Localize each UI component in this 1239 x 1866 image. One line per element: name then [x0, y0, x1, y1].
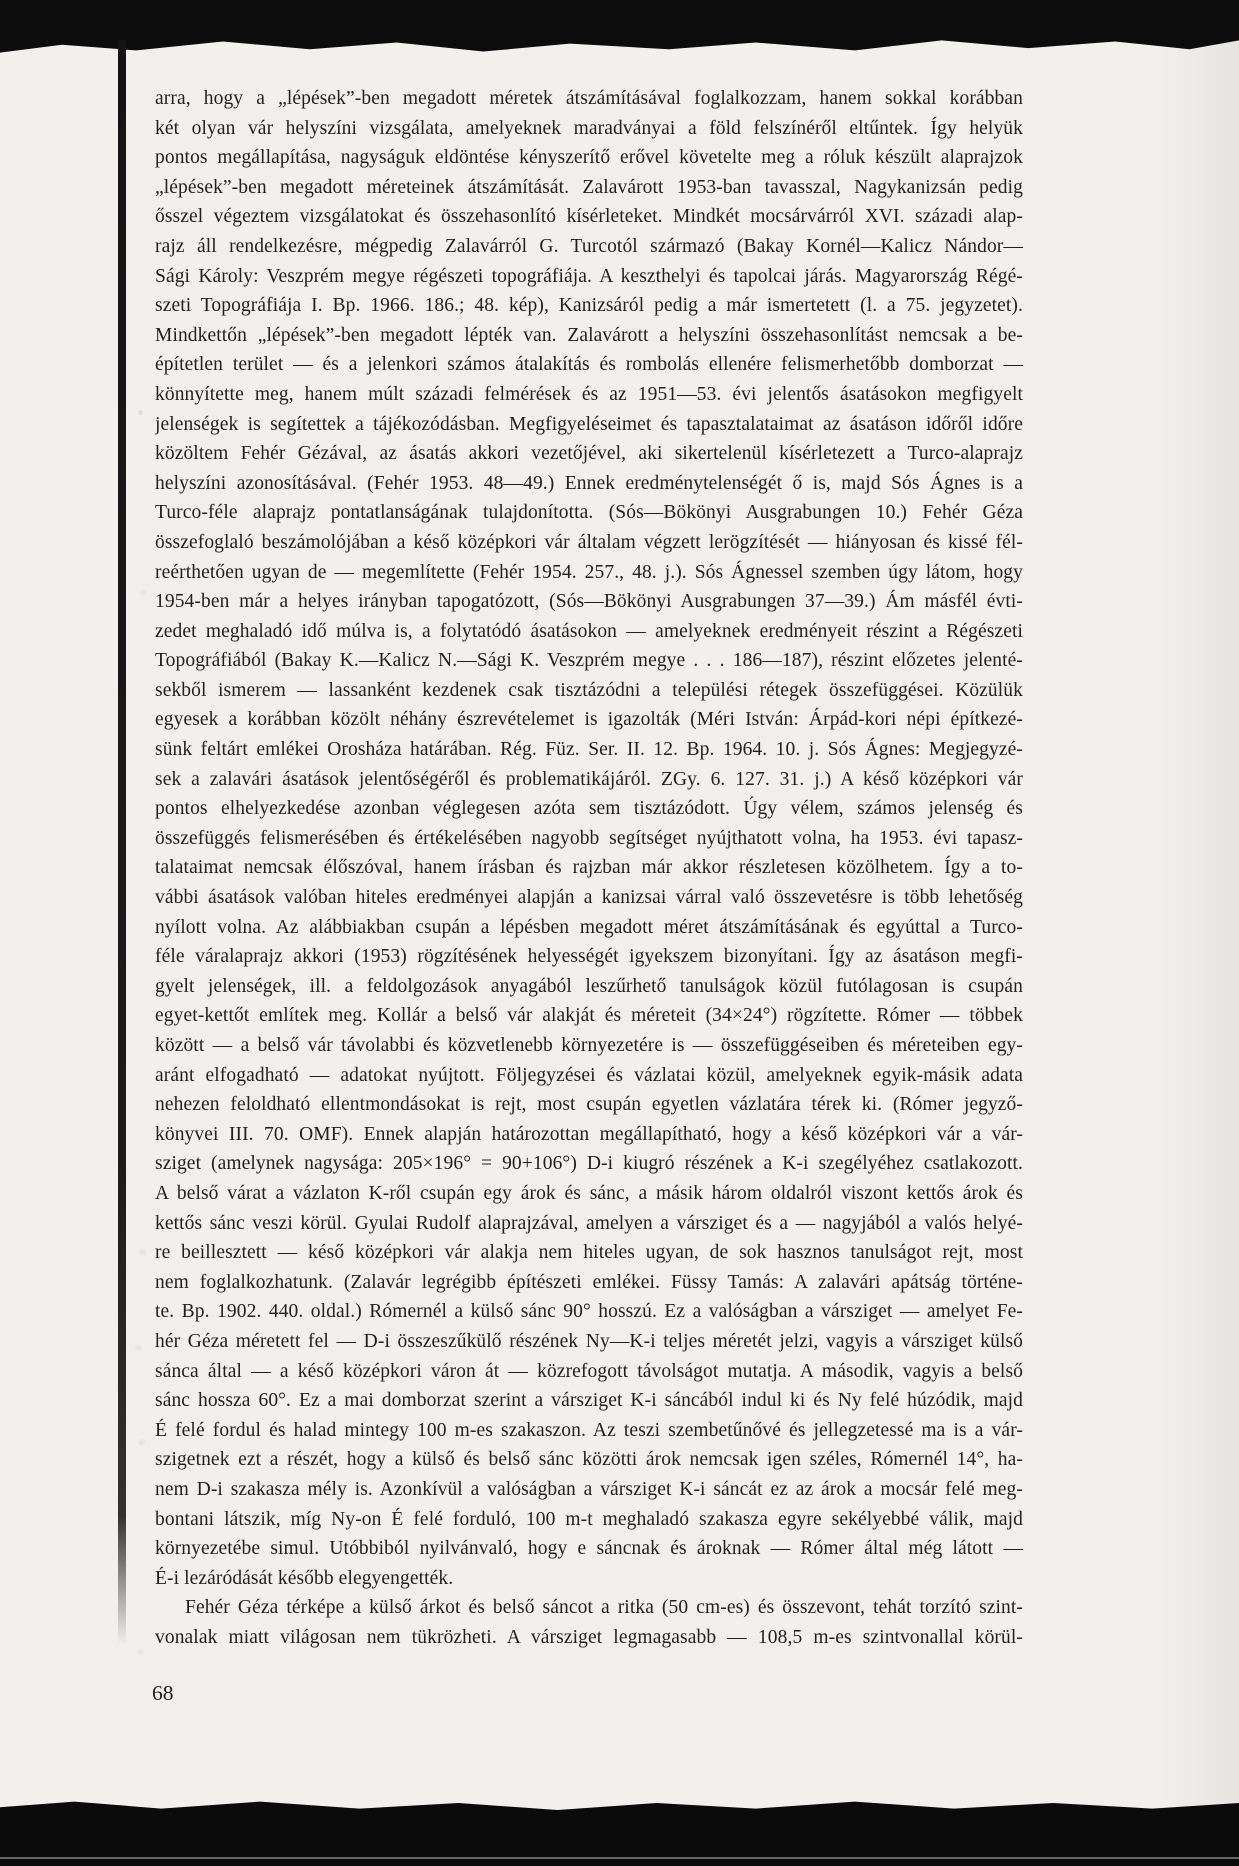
text-line: helyszíni azonosításával. (Fehér 1953. 48—49.) Ennek eredménytelenségét ő is, majd Sós Ágnes is a	[155, 472, 1023, 494]
text-line: sánca által — a késő középkori váron át — közrefogott távolságot mutatja. A második, vagyis a belső	[155, 1360, 1023, 1382]
text-line: összefoglaló beszámolójában a késő középkori vár általam végzett lerögzítését — hiányosan és kissé fél-	[155, 531, 1023, 553]
text-line: vonalak miatt világosan nem tükrözheti. A vársziget legmagasabb — 108,5 m-es szintvonallal körül-	[155, 1626, 1023, 1648]
text-line: pontos elhelyezkedése azonban véglegesen azóta sem tisztázódott. Úgy vélem, számos jelenség és	[155, 798, 1023, 820]
text-line: jelenségek is segítettek a tájékozódásban. Megfigyeléseimet és tapasztalataimat az ásatáson időről időre	[155, 413, 1023, 435]
text-line: Fehér Géza térképe a külső árkot és belső sáncot a ritka (50 cm-es) és összevont, tehát torzító szint-	[185, 1597, 1023, 1619]
text-line: szigetnek ezt a részét, hogy a külső és belső sánc közötti árok nemcsak igen széles, Rómernél 14°, ha-	[155, 1449, 1023, 1471]
text-line: kettős sánc veszi körül. Gyulai Rudolf alaprajzával, amelyen a vársziget és a — nagyjából a valós helyé-	[155, 1212, 1023, 1234]
text-line: ősszel végeztem vizsgálatokat és összehasonlító kísérleteket. Mindkét mocsárvárról XVI. századi alap-	[155, 206, 1023, 228]
text-line: Turco-féle alaprajz pontatlanságának tulajdonította. (Sós—Bökönyi Ausgrabungen 10.) Fehér Géza	[155, 502, 1023, 524]
text-line: vábbi ásatások valóban hiteles eredményei alapján a kanizsai várral való összevetésre is több lehetőség	[155, 887, 1023, 909]
text-line: között — a belső vár távolabbi és közvetlenebb környezetére is — összefüggéseiben és méreteiben egy-	[155, 1035, 1023, 1056]
text-line: gyelt jelenségek, ill. a feldolgozások anyagából leszűrhető tanulságok közül futólagosan is csupán	[155, 975, 1023, 997]
text-line: É-i lezáródását később elegyengették.	[155, 1567, 454, 1589]
text-line: könyvei III. 70. OMF). Ennek alapján határozottan megállapítható, hogy a késő középkori vár a vár-	[155, 1123, 1023, 1145]
text-line: zedet meghaladó idő múlva is, a folytatódó ásatásokon — amelyeknek eredményeit részint a Régészeti	[155, 620, 1023, 642]
text-line: egyesek a korábban közölt néhány észrevételemet is igazolták (Méri István: Árpád-kori népi építkezé-	[155, 709, 1023, 731]
text-line: rajz áll rendelkezésre, mégpedig Zalavárról G. Turcotól származó (Bakay Kornél—Kalicz Nándor—	[155, 235, 1023, 257]
text-line: talataimat nemcsak élőszóval, hanem írásban és rajzban már akkor részletesen közölhetem. Így a to-	[155, 857, 1023, 879]
text-line: sünk feltárt emlékei Orosháza határában. Rég. Füz. Ser. II. 12. Bp. 1964. 10. j. Sós Ágnes: Megjegyzé-	[155, 739, 1023, 761]
text-line: sekből ismerem — lassanként kezdenek csak tisztázódni a települési rétegek összefüggései. Közülük	[155, 679, 1023, 701]
scan-artifact-left-gutter-line	[118, 40, 126, 1645]
text-line: két olyan vár helyszíni vizsgálata, amelyeknek maradványai a föld felszínéről eltűntek. Így helyük	[155, 117, 1023, 139]
text-line: szeti Topográfiája I. Bp. 1966. 186.; 48. kép), Kanizsáról pedig a már ismertetett (l. a 75. jegyzetet).	[155, 295, 1023, 317]
text-line: pontos megállapítása, nagyságuk eldöntése kényszerítő erővel követelte meg a róluk készült alaprajzok	[155, 147, 1023, 169]
scan-artifact-top-bar	[0, 0, 1239, 56]
text-line: arra, hogy a „lépések”-ben megadott méretek átszámításával foglalkozzam, hanem sokkal korábban	[155, 88, 1023, 109]
text-line: re beillesztett — késő középkori vár alakja nem hiteles ugyan, de sok hasznos tanulságot rejt, most	[155, 1242, 1023, 1264]
text-line: összefüggés felismerésében és értékelésében nagyobb segítséget nyújthatott volna, ha 1953. évi tapasz-	[155, 827, 1023, 849]
text-line: Topográfiából (Bakay K.—Kalicz N.—Sági K. Veszprém megye . . . 186—187), részint előzetes jelenté-	[155, 650, 1023, 672]
text-line: hér Géza méretett fel — D-i összeszűkülő részének Ny—K-i teljes méretét jelzi, vagyis a vársziget külső	[155, 1330, 1023, 1352]
text-line: nehezen feloldható ellentmondásokat is rejt, most csupán egyetlen vázlatára térek ki. (Rómer jegyző-	[155, 1094, 1023, 1116]
text-line: A belső várat a vázlaton K-ről csupán egy árok és sánc, a másik három oldalról viszont kettős árok és	[155, 1182, 1023, 1204]
text-line: építetlen terület — és a jelenkori számos átalakítás és rombolás ellenére felismerhetőbb domborzat —	[155, 354, 1023, 376]
text-line: nem foglalkozhatunk. (Zalavár legrégibb építészeti emlékei. Füssy Tamás: A zalavári apátság történe-	[155, 1271, 1023, 1293]
text-line: sziget (amelynek nagysága: 205×196° = 90+106°) D-i kiugró részének a K-i szegélyéhez csatlakozott.	[155, 1153, 1023, 1175]
text-line: közöltem Fehér Gézával, az ásatás akkori vezetőjével, aki sikertelenül kísérletezett a Turco-alaprajz	[155, 443, 1023, 465]
text-line: te. Bp. 1902. 440. oldal.) Rómernél a külső sánc 90° hosszú. Ez a valóságban a vársziget — amelyet Fe-	[155, 1301, 1023, 1323]
body-text	[155, 84, 1023, 1652]
scan-shading-right	[1159, 0, 1239, 1866]
text-line: „lépések”-ben megadott méreteinek átszámítását. Zalavárott 1953-ban tavasszal, Nagykanizsán pedig	[155, 176, 1023, 198]
text-line: egyet-kettőt említek meg. Kollár a belső vár alakját és méreteit (34×24°) rögzítette. Rómer — többek	[155, 1005, 1023, 1027]
text-line: 1954-ben már a helyes irányban tapogatózott, (Sós—Bökönyi Ausgrabungen 37—39.) Ám másfél évti-	[155, 591, 1023, 613]
scan-artifact-bottom-bar	[0, 1796, 1239, 1866]
text-line: sánc hossza 60°. Ez a mai domborzat szerint a vársziget K-i sáncából indul ki és Ny felé húzódik, majd	[155, 1390, 1023, 1412]
text-line: Mindkettőn „lépések”-ben megadott lépték van. Zalavárott a helyszíni összehasonlítást nemcsak a be-	[155, 324, 1023, 346]
text-line: bontani látszik, míg Ny-on É felé forduló, 100 m-t meghaladó szakasza egyre sekélyebbé válik, majd	[155, 1508, 1023, 1530]
text-line: É felé fordul és halad mintegy 100 m-es szakaszon. Az teszi szembetűnővé és jellegzetessé ma is a vár-	[155, 1419, 1023, 1441]
text-line: sek a zalavári ásatások jelentőségéről és problematikájáról. ZGy. 6. 127. 31. j.) A késő középkori vár	[155, 768, 1023, 790]
text-line: Sági Károly: Veszprém megye régészeti topográfiája. A keszthelyi és tapolcai járás. Magyarország Régé-	[155, 265, 1023, 287]
text-line: reérthetően ugyan de — megemlítette (Fehér 1954. 257., 48. j.). Sós Ágnessel szemben úgy látom, hogy	[155, 561, 1023, 583]
text-line: féle váralaprajz akkori (1953) rögzítésének helyességét igyekszem bizonyítani. Így az ásatáson megfi-	[155, 946, 1023, 968]
text-line: könnyítette meg, hanem múlt századi felmérések és az 1951—53. évi jelentős ásatásokon megfigyelt	[155, 383, 1023, 405]
scan-smudges	[138, 410, 143, 415]
text-line: aránt elfogadható — adatokat nyújtott. Följegyzései és vázlatai közül, amelyeknek egyik-másik adata	[155, 1064, 1023, 1086]
text-line: nyílott volna. Az alábbiakban csupán a lépésben megadott méret átszámításának és egyúttal a Turco-	[155, 916, 1023, 938]
text-line: környezetébe simul. Utóbbiból nyilvánvaló, hogy e sáncnak és ároknak — Rómer által még látott —	[155, 1538, 1023, 1560]
text-line: nem D-i szakasza mély is. Azonkívül a valóságban a vársziget K-i sáncát ez az árok a mocsár felé meg-	[155, 1478, 1023, 1500]
page-number: 68	[152, 1681, 174, 1705]
